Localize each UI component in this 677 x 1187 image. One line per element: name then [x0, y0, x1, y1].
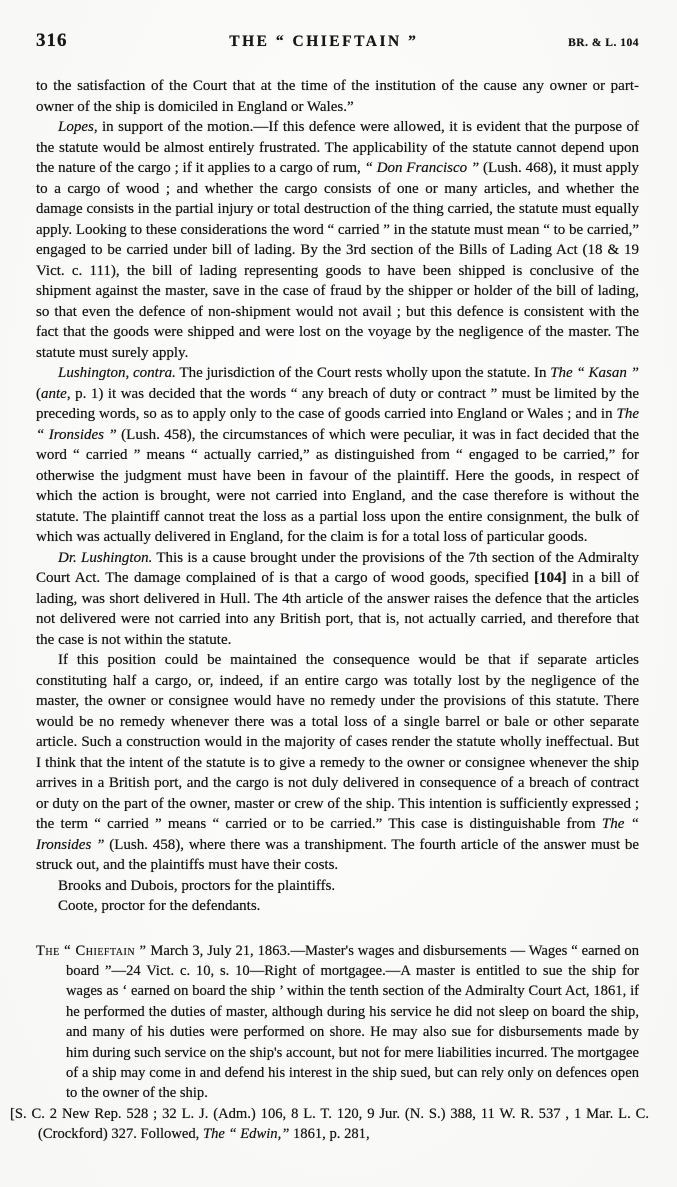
- text-run: Lopes: [58, 119, 94, 135]
- judgment-body: [36, 76, 639, 917]
- report-citation: BR. & L. 104: [568, 37, 639, 49]
- text-run: If this position could be maintained the consequence would be that if separate articles constituting half a cargo, or, indeed, if an entire cargo was totally lost by the negligence of the master, the owner or consignee would have no remedy under the provisions of this statute. There would be no remedy whenever there was a total loss of a single barrel or bale or other separate article. Such a construction would in the majority of cases render the statute wholly ineffectual. But I think that the intent of the statute is to give a remedy to the owner or consignee whenever the ship arrives in a British port, and the cargo is not duly delivered in consequence of a breach of contract or duty on the part of the owner, master or crew of the ship. This intention is sufficiently expressed ; the term “ carried ” means “ carried or to be carried.” This case is distinguishable from: [36, 652, 639, 832]
- next-case-headnote: [36, 941, 639, 1104]
- page-header: [36, 30, 639, 52]
- text-run: “ Don Francisco ”: [364, 160, 480, 176]
- text-run: The “ Kasan ”: [550, 365, 639, 381]
- judgment-paragraph: [36, 117, 639, 363]
- text-run: March 3, July 21, 1863.—Master's wages and disbursements — Wages “ earned on board ”—24 Vict. c. 10, s. 10—Right of mortgagee.—A master is entitled to sue the ship for wages as ‘ earned on board the ship ’ within the tenth section of the Admiralty Court Act, 1861, if he performed the duties of master, although during his service he did not sleep on board the ship, and many of his duties were performed on shore. He may also sue for disbursements made by him during such service on the ship's account, but not for mere liabilities incurred. The mortgagee of a ship may come in and defend his interest in the ship sued, but can rely only on defences open to the owner of the ship.: [66, 942, 639, 1102]
- text-run: (Lush. 458), where there was a transhipment. The fourth article of the answer must be struck out, and the plaintiffs must have their costs.: [36, 836, 639, 873]
- text-run: (Lush. 458), the circumstances of which were peculiar, it was in fact decided that the word “ carried ” means “ actually carried,” as distinguished from “ engaged to be carried,” for otherwise the judgment must have been in favour of the plaintiff. Here the goods, in respect of which the action is brought, were not carried into England, and the case therefore is without the statute. The plaintiff cannot treat the loss as a partial loss upon the entire consignment, the bulk of which was actually delivered in England, for the claim is for a total loss of particular goods.: [36, 426, 639, 545]
- judgment-paragraph: [36, 548, 639, 651]
- running-title: THE “ CHIEFTAIN ”: [229, 33, 419, 50]
- text-run: ante: [41, 385, 67, 402]
- text-run: [S. C. 2 New Rep. 528 ; 32 L. J. (Adm.) 106, 8 L. T. 120, 9 Jur. (N. S.) 388, 11 W. R. 537 , 1 Mar. L. C. (Crockford) 327. Followed,: [10, 1105, 649, 1143]
- text-run: The jurisdiction of the Court rests wholly upon the statute. In: [175, 365, 551, 381]
- text-run: to the satisfaction of the Court that at the time of the institution of the cause any owner or part-owner of the ship is domiciled in England or Wales.”: [36, 78, 639, 115]
- text-run: The “ Ironsides ”: [36, 406, 639, 443]
- text-run: (Lush. 468), it must apply to a cargo of wood ; and whether the cargo consists of one or many articles, and whether the damage consists in the partial injury or total destruction of the thing carried, the statute must equally apply. Looking to these considerations the word “ carried ” in the statute must mean “ to be carried,” engaged to be carried under bill of lading. By the 3rd section of the Bills of Lading Act (18 & 19 Vict. c. 111), the bill of lading representing goods to have been shipped is conclusive of the shipment against the master, save in the case of fraud by the shipper or holder of the bill of lading, so that even the defence of non-shipment would not avail ; but this defence is consistent with the fact that the goods were shipped and were lost on the voyage by the negligence of the master. The statute must surely apply.: [36, 160, 640, 361]
- judgment-paragraph: [36, 363, 639, 548]
- judgment-paragraph: [36, 76, 639, 117]
- text-run: Lushington, contra.: [58, 365, 176, 381]
- text-run: Brooks and Dubois, proctors for the plaintiffs.: [58, 877, 336, 894]
- text-run: , p. 1) it was decided that the words “ any breach of duty or contract ” must be limited by the preceding words, so as to apply only to the case of goods carried into England or Wales ; and in: [36, 385, 639, 422]
- text-run: Dr. Lushington.: [58, 549, 153, 566]
- text-run: This is a cause brought under the provisions of the 7th section of the Admiralty Court Act. The damage complained of is that a cargo of wood goods, specified: [36, 549, 639, 586]
- page-number: 316: [36, 30, 68, 51]
- text-run: The “ Chieftain ”: [36, 942, 147, 959]
- proctors-defendants-line: [36, 896, 639, 917]
- text-run: in a bill of lading, was short delivered in Hull. The 4th article of the answer raises the defence that the articles not delivered were not carried into any British port, that is, not actually carried, and therefore that the case is not within the statute.: [36, 570, 639, 648]
- text-run: The “ Ironsides ”: [36, 816, 639, 853]
- text-run: , in support of the motion.—If this defence were allowed, it is evident that the purpose of the statute would be almost entirely frustrated. The applicability of the statute cannot depend upon the nature of the cargo ; if it applies to a cargo of rum,: [36, 119, 639, 176]
- text-run: 1861, p. 281,: [289, 1126, 370, 1143]
- parallel-citations: [10, 1104, 649, 1145]
- text-run: [104]: [534, 570, 567, 586]
- proctors-plaintiffs-line: [36, 876, 639, 897]
- text-run: Coote, proctor for the defendants.: [58, 898, 261, 914]
- text-run: (: [36, 385, 41, 402]
- text-run: The “ Edwin,”: [202, 1126, 290, 1143]
- judgment-paragraph: [36, 650, 639, 876]
